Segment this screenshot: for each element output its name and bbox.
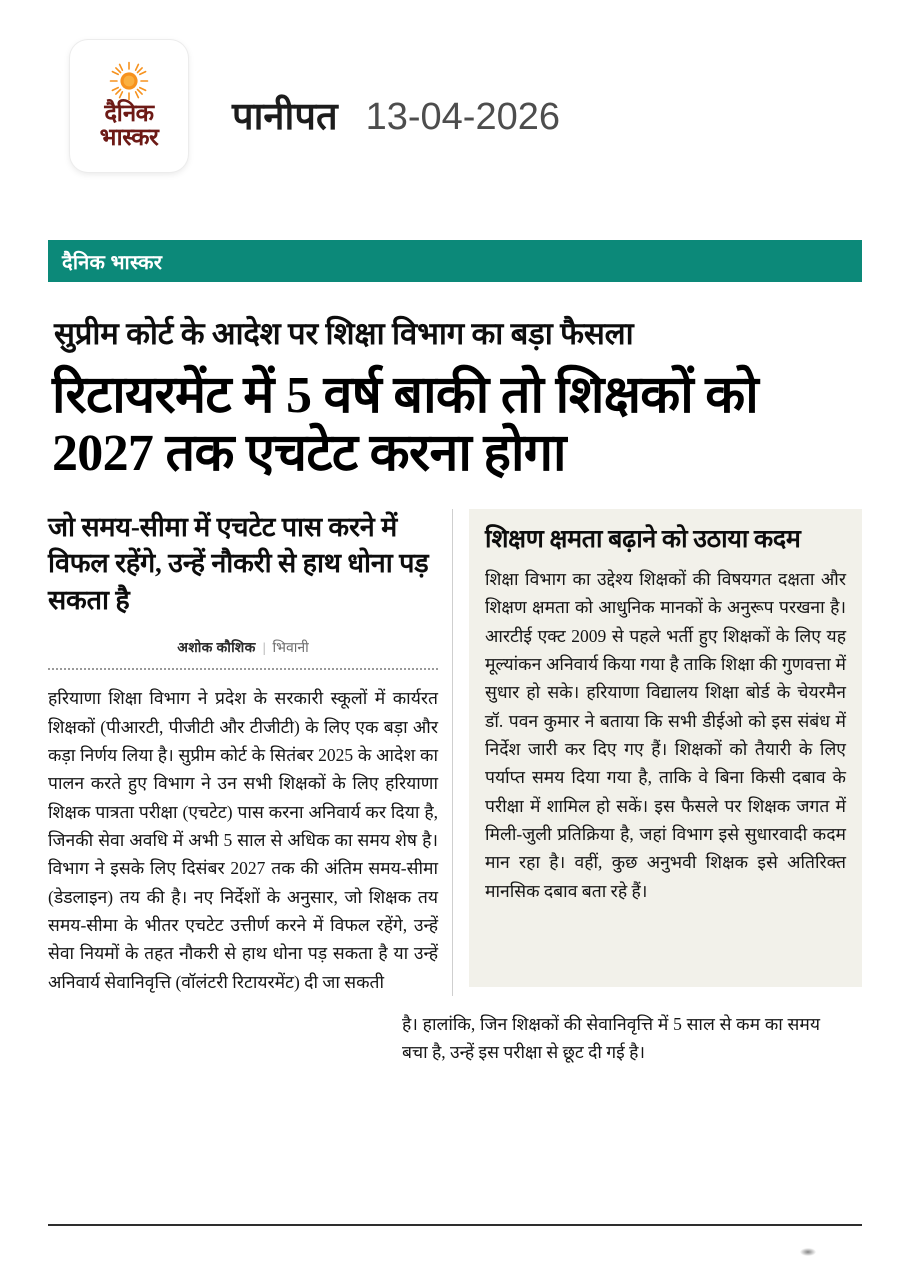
- byline-author: अशोक कौशिक: [177, 641, 256, 657]
- logo-line-1: दैनिक: [104, 101, 154, 128]
- sidebar-box-body: शिक्षा विभाग का उद्देश्य शिक्षकों की विषयगत दक्षता और शिक्षण क्षमता को आधुनिक मानकों के अनुरूप परखना है। आरटीई एक्ट 2009 से पहले भर्ती हुए शिक्षकों के लिए यह मूल्यांकन अनिवार्य किया गया है ताकि शिक्षा की गुणवत्ता में सुधार हो सके। हरियाणा विद्यालय शिक्षा बोर्ड के चेयरमैन डॉ. पवन कुमार ने बताया कि सभी डीईओ को इस संबंध में निर्देश जारी कर दिए गए हैं। शिक्षकों को तैयारी के लिए पर्याप्त समय दिया गया है, ताकि वे बिना किसी दबाव के परीक्षा में शामिल हो सकें। इस फैसले पर शिक्षक जगत में मिली-जुली प्रतिक्रिया है, जहां विभाग इसे सुधारवादी कदम मान रहा है। वहीं, कुछ अनुभवी शिक्षक इसे अतिरिक्त मानसिक दबाव बता रहे हैं।: [485, 569, 846, 901]
- article-subhead: जो समय-सीमा में एचटेट पास करने में विफल रहेंगे, उन्हें नौकरी से हाथ धोना पड़ सकता है: [48, 512, 429, 615]
- sidebar-box-title: शिक्षण क्षमता बढ़ाने को उठाया कदम: [485, 526, 801, 554]
- masthead-info: [232, 89, 560, 141]
- logo-wordmark: [100, 103, 159, 150]
- article-bottom-rule: [48, 1224, 862, 1226]
- dainik-bhaskar-logo[interactable]: [70, 40, 188, 172]
- article-headline: रिटायरमेंट में 5 वर्ष बाकी तो शिक्षकों को 2027 तक एचटेट करना होगा: [52, 366, 759, 482]
- article-kicker: सुप्रीम कोर्ट के आदेश पर शिक्षा विभाग का बड़ा फैसला: [54, 316, 634, 351]
- article-continuation: है। हालांकि, जिन शिक्षकों की सेवानिवृत्ति में 5 साल से कम का समय बचा है, उन्हें इस परीक्षा से छूट दी गई है।: [402, 1014, 820, 1063]
- sun-icon: [109, 61, 149, 101]
- brand-bar: [48, 240, 862, 282]
- article-columns: [48, 509, 862, 996]
- byline: [48, 638, 438, 657]
- sidebar-box: [469, 509, 862, 987]
- article-clipping: [48, 240, 862, 1067]
- brand-bar-label: दैनिक भास्कर: [62, 251, 163, 274]
- article-right-column: [452, 509, 862, 996]
- article-body: हरियाणा शिक्षा विभाग ने प्रदेश के सरकारी स्कूलों में कार्यरत शिक्षकों (पीआरटी, पीजीटी और टीजीटी) के लिए एक बड़ा और कड़ा निर्णय लिया है। सुप्रीम कोर्ट के सितंबर 2025 के आदेश का पालन करते हुए विभाग ने उन सभी शिक्षकों के लिए हरियाणा शिक्षक पात्रता परीक्षा (एचटेट) पास करना अनिवार्य कर दिया है, जिनकी सेवा अवधि में अभी 5 साल से अधिक का समय शेष है। विभाग ने इसके लिए दिसंबर 2027 तक की अंतिम समय-सीमा (डेडलाइन) तय की है। नए निर्देशों के अनुसार, जो शिक्षक तय समय-सीमा के भीतर एचटेट उत्तीर्ण करने में विफल रहेंगे, उन्हें सेवा नियमों के तहत नौकरी से हाथ धोना पड़ सकता है या उन्हें अनिवार्य सेवानिवृत्ति (वॉलंटरी रिटायरमेंट) दी जा सकती: [48, 688, 438, 992]
- byline-divider: [48, 668, 438, 670]
- byline-separator: |: [262, 641, 266, 657]
- masthead: [0, 0, 904, 151]
- edition-date: 13-04-2026: [365, 96, 560, 138]
- logo-line-2: भास्कर: [99, 125, 159, 151]
- scan-artifact: [800, 1248, 816, 1256]
- article-left-column: [48, 509, 452, 996]
- edition-city: पानीपत: [232, 96, 338, 138]
- byline-place: भिवानी: [272, 641, 309, 657]
